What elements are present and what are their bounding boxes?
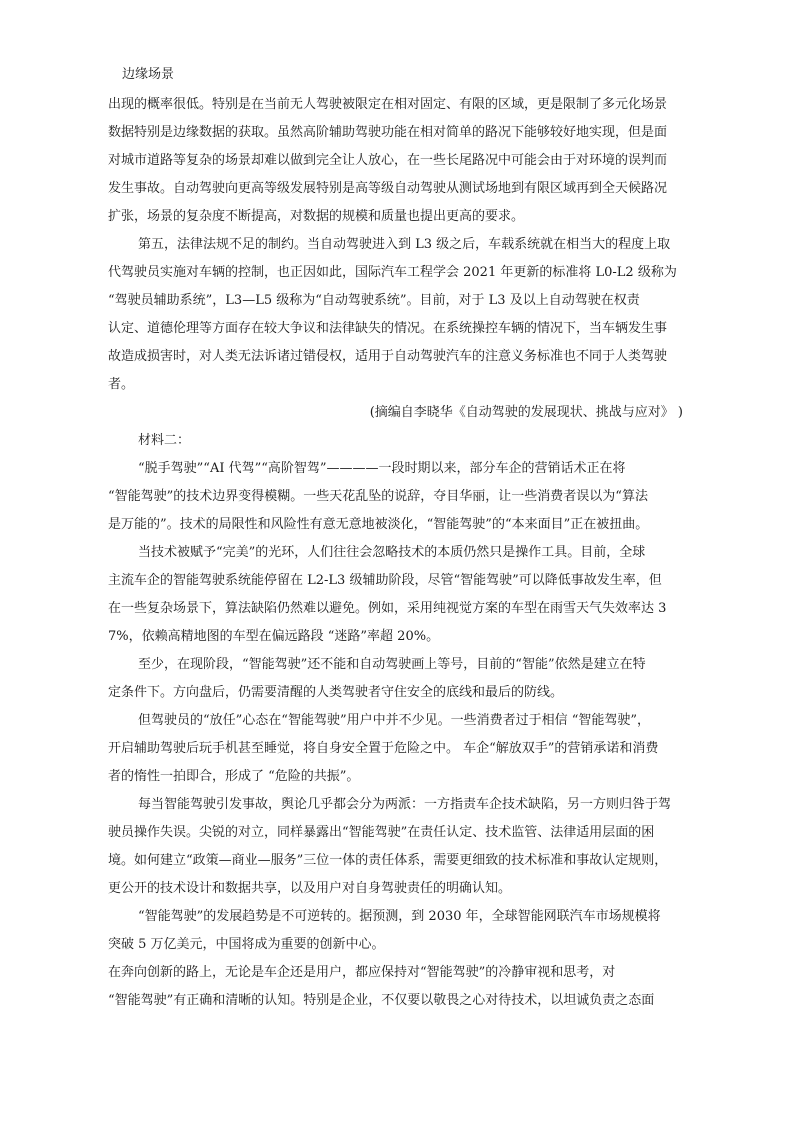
text-line: “智能驾驶”的发展趋势是不可逆转的。据预测，到 2030 年，全球智能网联汽车市场规模将 [138,909,661,924]
text-line: 至少，在现阶段，“智能驾驶”还不能和自动驾驶画上等号，目前的“智能”依然是建立在特 [138,657,646,672]
text-line: 扩张，场景的复杂度不断提高，对数据的规模和质量也提出更高的要求。 [108,209,525,224]
text-line: 代驾驶员实施对车辆的控制，也正因如此，国际汽车工程学会 2021 年更新的标准将 L0-L2 级称为 [108,265,677,280]
text-line: “智能驾驶”的技术边界变得模糊。一些天花乱坠的说辞，夺目华丽，让一些消费者误以为“算法 [108,489,648,504]
text-line: “驾驶员辅助系统”，L3—L5 级称为“自动驾驶系统”。目前，对于 L3 及以上自动驾驶在权责 [108,293,640,308]
text-line: 7%，依赖高精地图的车型在偏远路段 “迷路”率超 20%。 [108,629,440,644]
text-line: 在奔向创新的路上，无论是车企还是用户，都应保持对“智能驾驶”的冷静审视和思考，对 [108,965,616,980]
text-line: 境。如何建立“政策—商业—服务”三位一体的责任体系，需要更细致的技术标准和事故认定规则， [108,853,668,868]
text-line: 数据特别是边缘数据的获取。虽然高阶辅助驾驶功能在相对简单的路况下能够较好地实现，但是面 [108,125,668,140]
text-line: 者。 [108,377,135,392]
text-line: 故造成损害时，对人类无法诉诸过错侵权，适用于自动驾驶汽车的注意义务标准也不同于人类驾驶 [108,349,668,364]
text-line: “脱手驾驶”“AI 代驾”“高阶智驾”————一段时期以来，部分车企的营销话术正在将 [138,461,626,476]
text-line: 定条件下。方向盘后，仍需要清醒的人类驾驶者守住安全的底线和最后的防线。 [108,685,564,700]
text-line: 认定、道德伦理等方面存在较大争议和法律缺失的情况。在系统操控车辆的情况下，当车辆发生事 [108,321,668,336]
text-line: 突破 5 万亿美元，中国将成为重要的创新中心。 [108,937,385,952]
text-line: 出现的概率很低。特别是在当前无人驾驶被限定在相对固定、有限的区域，更是限制了多元化场景 [108,97,668,112]
source-citation: (摘编自李晓华《自动驾驶的发展现状、挑战与应对》 ) [369,405,683,420]
text-line: 是万能的”。技术的局限性和风险性有意无意地被淡化，“智能驾驶”的“本来面目”正在被扭曲。 [108,517,649,532]
text-line: 但驾驶员的“放任”心态在“智能驾驶”用户中并不少见。一些消费者过于相信 “智能驾驶”， [138,713,651,728]
text-line: 对城市道路等复杂的场景却难以做到完全让人放心，在一些长尾路况中可能会由于对环境的误判而 [108,153,668,168]
text-line: 在一些复杂场景下，算法缺陷仍然难以避免。例如，采用纯视觉方案的车型在雨雪天气失效率达 3 [108,601,667,616]
text-line: 更公开的技术设计和数据共享，以及用户对自身驾驶责任的明确认知。 [108,881,512,896]
text-line: “智能驾驶”有正确和清晰的认知。特别是企业，不仅要以敬畏之心对待技术，以坦诚负责之态面 [108,993,655,1008]
text-line: 发生事故。自动驾驶向更高等级发展特别是高等级自动驾驶从测试场地到有限区域再到全天候路况 [108,181,668,196]
text-line: 主流车企的智能驾驶系统能停留在 L2-L3 级辅助阶段，尽管“智能驾驶”可以降低事故发生率，但 [108,573,662,588]
text-line: 者的惰性一拍即合，形成了 “危险的共振”。 [108,769,360,784]
text-line: 驶员操作失误。尖锐的对立，同样暴露出“智能驾驶”在责任认定、技术监管、法律适用层面的困 [108,825,655,840]
heading-edge-scene: 边缘场景 [122,67,175,82]
text-line: 第五，法律法规不足的制约。当自动驾驶进入到 L3 级之后，车载系统就在相当大的程度上取 [138,237,671,252]
text-line: 开启辅助驾驶后玩手机甚至睡觉，将自身安全置于危险之中。 车企“解放双手”的营销承诺和消费 [108,741,659,756]
text-line: 当技术被赋予“完美”的光环，人们往往会忽略技术的本质仍然只是操作工具。目前，全球 [138,545,646,560]
section-heading-material-two: 材料二： [138,433,191,448]
text-line: 每当智能驾驶引发事故，舆论几乎都会分为两派：一方指责车企技术缺陷，另一方则归咎于驾 [138,797,672,812]
